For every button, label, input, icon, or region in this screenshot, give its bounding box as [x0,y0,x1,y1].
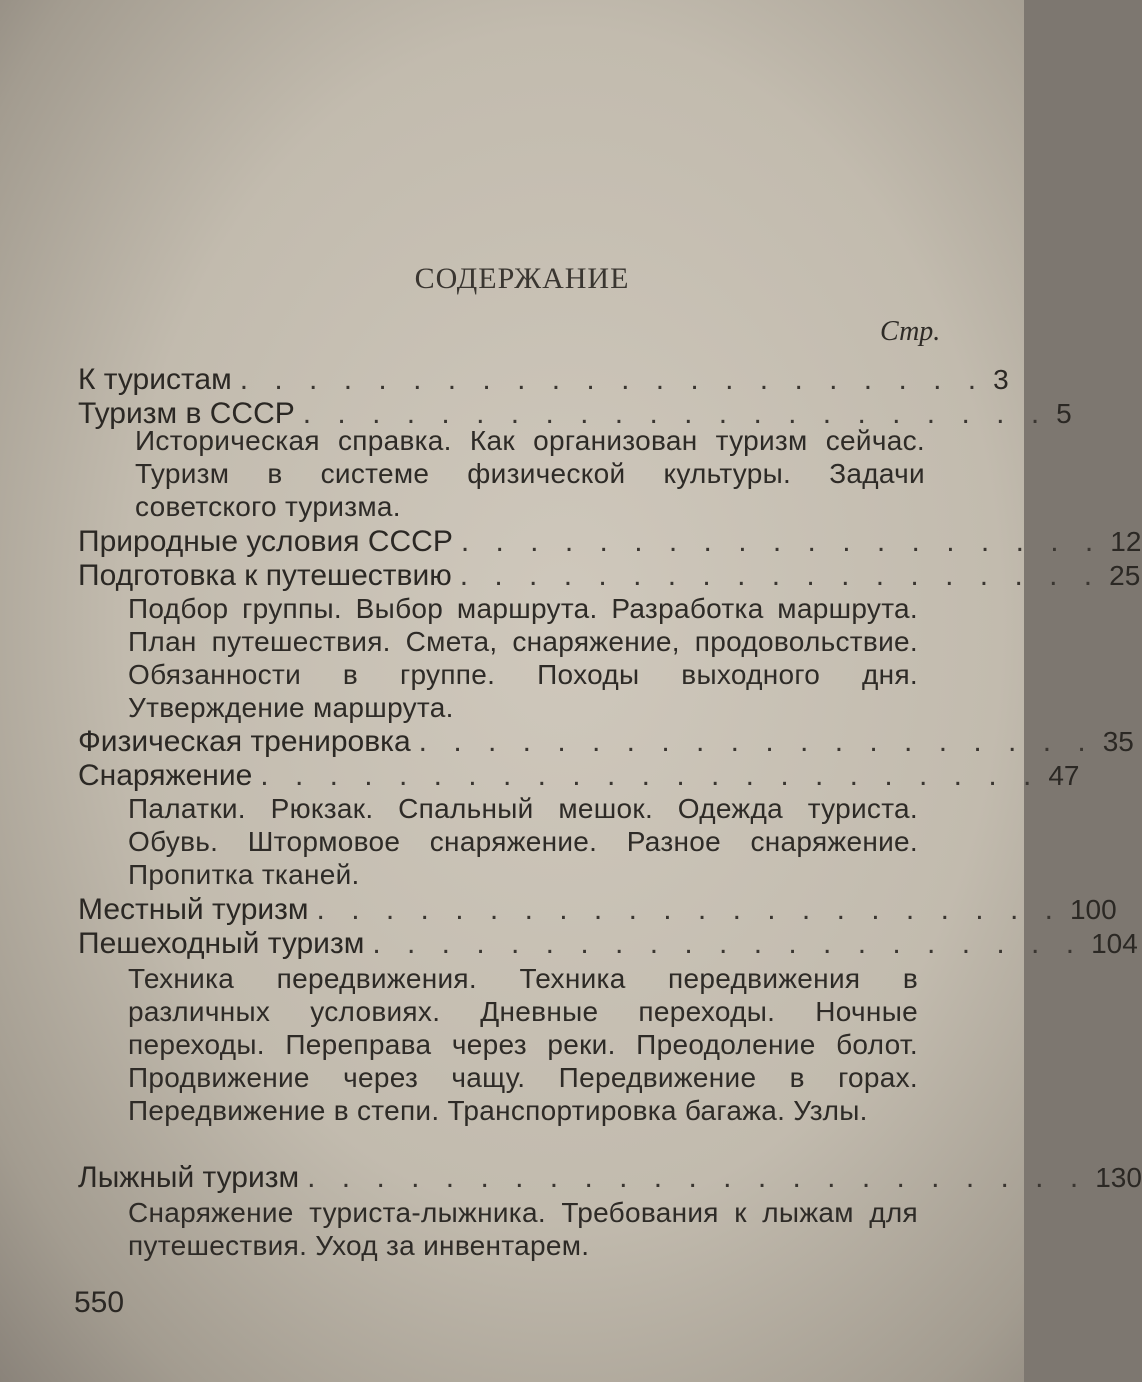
toc-leader-dots: . . . . . . . . . . . . . . . . . . . . . [372,927,1084,960]
toc-entry-title: Пешеходный туризм [78,927,365,960]
page-number: 550 [74,1286,125,1319]
toc-entry [78,926,1138,962]
toc-leader-dots: . . . . . . . . . . . . . . . . . . . [460,525,1103,558]
toc-entry-description: Снаряжение туриста-лыжника. Требования к лыжам для путешествия. Уход за инвентарем. [128,1197,918,1261]
toc-entry [78,558,1141,594]
toc-entry-description: Палатки. Рюкзак. Спальный мешок. Одежда туриста. Обувь. Штормовое снаряжение. Разное снаряжение. Пропитка тканей. [128,793,918,890]
toc-entry [78,362,1009,398]
toc-entry-title: К туристам [78,363,232,396]
toc-heading: СОДЕРЖАНИЕ [414,262,630,295]
toc-entry-page: 100 [1069,894,1117,925]
toc-entry-page: 12 [1110,526,1142,557]
toc-leader-dots: . . . . . . . . . . . . . . . . . . . . . . [316,893,1062,926]
toc-entry [78,1160,1142,1196]
toc-entry [78,892,1117,928]
toc-entry-title: Физическая тренировка [78,725,411,758]
toc-entry-page: 104 [1091,928,1138,959]
toc-entry-title: Лыжный туризм [78,1161,300,1194]
toc-leader-dots: . . . . . . . . . . . . . . . . . . . . . . . [307,1161,1088,1194]
toc-leader-dots: . . . . . . . . . . . . . . . . . . . . [418,725,1095,758]
toc-leader-dots: . . . . . . . . . . . . . . . . . . . . . . [239,363,986,396]
toc-entry [78,524,1142,560]
toc-entry-title: Природные условия СССР [78,525,453,558]
toc-entry-description: Техника передвижения. Техника передвижения в различных условиях. Дневные переходы. Ночные переходы. Переправа через реки. Преодоление болот. Продвижение через чащу. Передвижение в горах. Передвижение в степи. Транспортировка багажа. Узлы. [128,963,918,1126]
toc-entry-title: Туризм в СССР [78,397,295,430]
toc-entry-page: 35 [1102,726,1134,757]
toc-entry-title: Подготовка к путешествию [78,559,452,592]
page-column-label: Стр. [880,316,941,347]
toc-entry [78,724,1134,760]
toc-entry-description: Историческая справка. Как организован туризм сейчас. Туризм в системе физической культуры. Задачи советского туризма. [135,425,925,522]
toc-entry-title: Снаряжение [78,759,253,792]
toc-entry-description: Подбор группы. Выбор маршрута. Разработка маршрута. План путешествия. Смета, снаряжение, продовольствие. Обязанности в группе. Походы выходного дня. Утверждение маршрута. [128,593,918,723]
toc-entry-page: 3 [993,364,1009,395]
toc-entry-title: Местный туризм [78,893,309,926]
toc-entry-page: 25 [1109,560,1141,591]
toc-entry-page: 5 [1056,398,1072,429]
toc-entry-page: 47 [1048,760,1080,791]
toc-entry-page: 130 [1095,1162,1142,1193]
toc-leader-dots: . . . . . . . . . . . . . . . . . . . . . . . [260,759,1041,792]
toc-entry [78,758,1080,794]
toc-leader-dots: . . . . . . . . . . . . . . . . . . . . . . [302,397,1049,430]
toc-leader-dots: . . . . . . . . . . . . . . . . . . . [459,559,1102,592]
